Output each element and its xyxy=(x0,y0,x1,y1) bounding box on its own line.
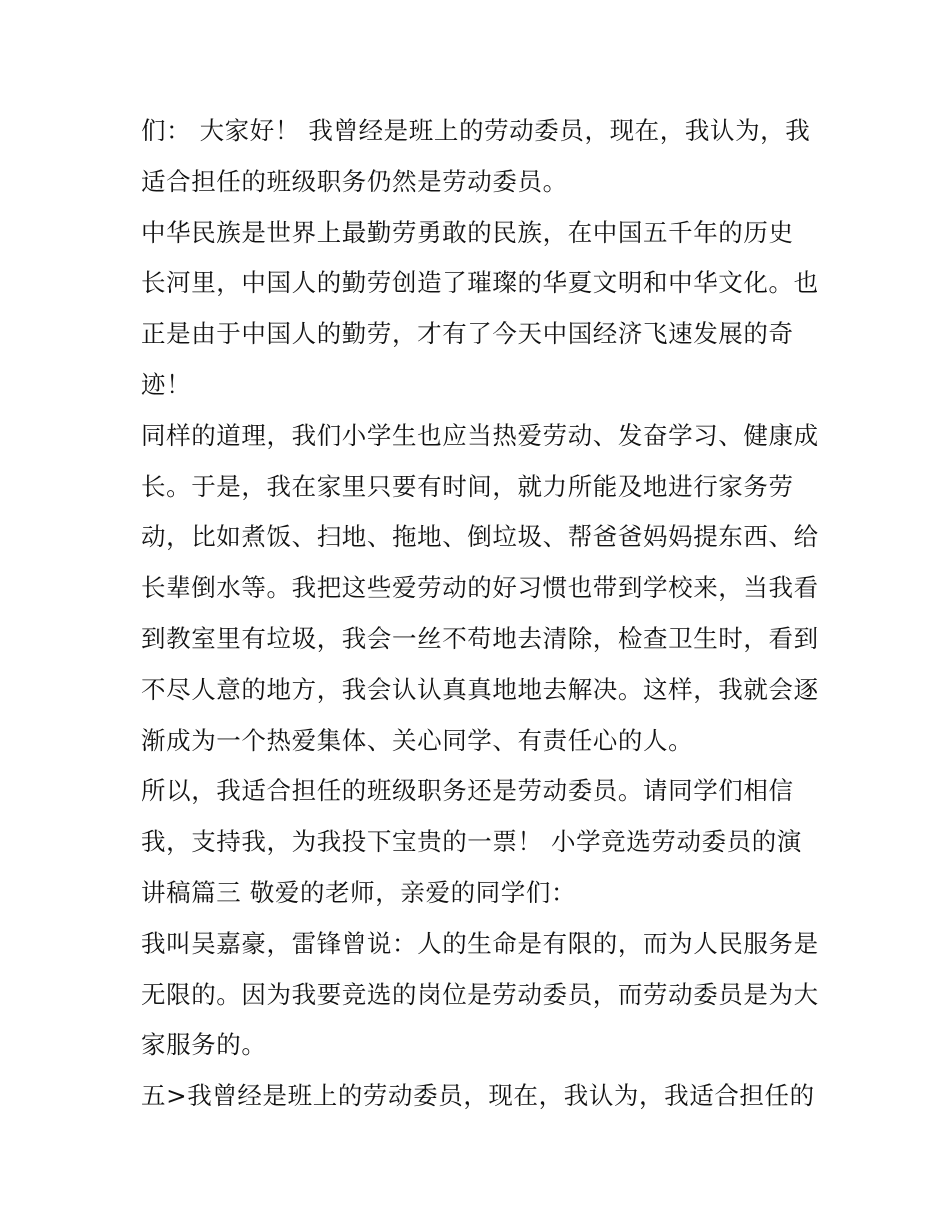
text-line: 不尽人意的地方，我会认认真真地地去解决。这样，我就会逐 xyxy=(141,674,819,704)
text-line: 家服务的。 xyxy=(141,1030,267,1060)
document-body xyxy=(141,106,817,1122)
text-line: 们： 大家好！ 我曾经是班上的劳动委员，现在，我认为，我 xyxy=(141,116,811,145)
text-line: 到教室里有垃圾，我会一丝不苟地去清除，检查卫生时，看到 xyxy=(141,623,819,653)
text-line: 五>我曾经是班上的劳动委员，现在，我认为，我适合担任的 xyxy=(141,1081,815,1111)
text-line: 适合担任的班级职务仍然是劳动委员。 xyxy=(141,166,568,196)
text-line: 动，比如煮饭、扫地、拖地、倒垃圾、帮爸爸妈妈提东西、给 xyxy=(141,522,819,552)
text-line: 讲稿篇三 敬爱的老师，亲爱的同学们： xyxy=(141,877,577,907)
text-line: 长河里，中国人的勤劳创造了璀璨的华夏文明和中华文化。也 xyxy=(141,268,819,298)
text-line: 渐成为一个热爱集体、关心同学、有责任心的人。 xyxy=(141,725,694,755)
text-line: 长。于是，我在家里只要有时间，就力所能及地进行家务劳 xyxy=(141,471,794,501)
text-line: 无限的。因为我要竞选的岗位是劳动委员，而劳动委员是为大 xyxy=(141,979,819,1009)
text-line: 正是由于中国人的勤劳，才有了今天中国经济飞速发展的奇 xyxy=(141,319,794,349)
text-line: 长辈倒水等。我把这些爱劳动的好习惯也带到学校来，当我看 xyxy=(141,573,819,603)
text-line: 中华民族是世界上最勤劳勇敢的民族，在中国五千年的历史 xyxy=(141,217,794,247)
text-line: 同样的道理，我们小学生也应当热爱劳动、发奋学习、健康成 xyxy=(141,420,819,450)
text-line: 所以，我适合担任的班级职务还是劳动委员。请同学们相信 xyxy=(141,776,794,806)
text-line: 我，支持我，为我投下宝贵的一票！ 小学竞选劳动委员的演 xyxy=(141,827,802,857)
text-line: 我叫吴嘉豪，雷锋曾说：人的生命是有限的，而为人民服务是 xyxy=(141,928,819,958)
text-line: 迹！ xyxy=(141,369,192,399)
